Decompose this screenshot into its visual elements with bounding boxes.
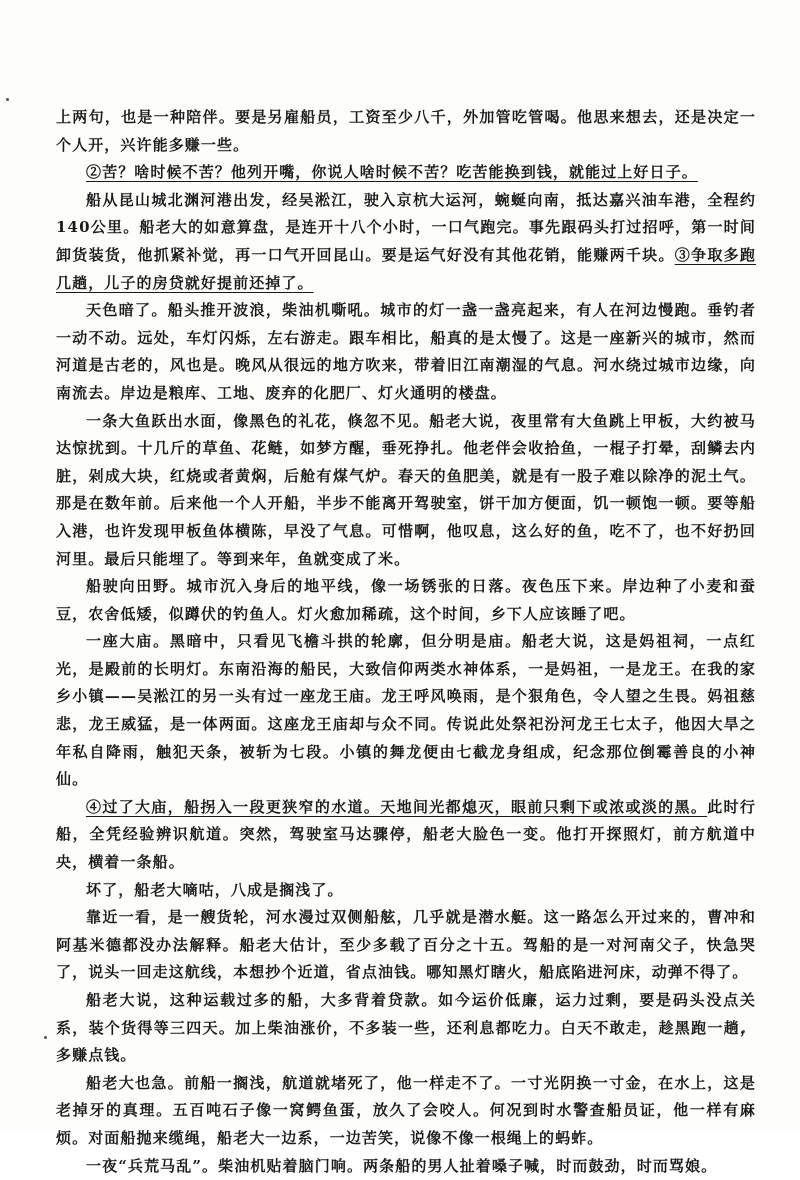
paragraph-p7 — [56, 628, 756, 794]
underlined-sentence: ④过了大庙，船拐入一段更狭窄的水道。天地间光都熄灭，眼前只剩下或浓或淡的黑。 — [86, 797, 708, 816]
text-segment: 船从昆山城北渊河港出发，经吴淞江，驶入京杭大运河，蜿蜒向南，抵达嘉兴油车港，全程约140公里。船老大的如意算盘，是连开十八个小时，一口气跑完。事先跟码头打过招呼，第一时间卸货装货，他抓紧补觉，再一口气开回昆山。要是运气好没有其他花销，能赚两千块。 — [56, 190, 756, 264]
underlined-sentence: ③争取多跑几趟，儿子的房贷就好提前还掉了。 — [56, 245, 756, 292]
text-segment: 一夜“兵荒马乱”。柴油机贴着脑门响。两条船的男人扯着嗓子喊，时而鼓劲，时而骂娘。 — [86, 1156, 718, 1175]
article-body — [56, 104, 756, 1180]
paragraph-p8 — [56, 794, 756, 877]
text-segment: 一座大庙。黑暗中，只看见飞檐斗拱的轮廓，但分明是庙。船老大说，这是妈祖祠，一点红光，是殿前的长明灯。东南沿海的船民，大致信仰两类水神体系，一是妈祖，一是龙王。在我的家乡小镇——吴淞江的另一头有过一座龙王庙。龙王呼风唤雨，是个狠角色，令人望之生畏。妈祖慈悲，龙王威猛，是一体两面。这座龙王庙却与众不同。传说此处祭祀汾河龙王七太子，他因大旱之年私自降雨，触犯天条，被斩为七段。小镇的舞龙便由七截龙身组成，纪念那位倒霉善良的小神仙。 — [56, 632, 756, 789]
paragraph-p13 — [56, 1153, 756, 1180]
scan-speck — [6, 98, 9, 101]
underlined-sentence: ②苦？啥时候不苦？他列开嘴，你说人啥时候不苦？吃苦能换到钱，就能过上好日子。 — [86, 163, 698, 182]
text-segment: 一条大鱼跃出水面，像黑色的礼花，倏忽不见。船老大说，夜里常有大鱼跳上甲板，大约被马达惊扰到。十几斤的草鱼、花鲢，如梦方醒，垂死挣扎。他老伴会收拾鱼，一棍子打晕，刮鳞去内脏，剁成大块，红烧或者黄焖，后舱有煤气炉。春天的鱼肥美，就是有一股子难以除净的泥土气。那是在数年前。后来他一个人开船，半步不能离开驾驶室，饼干加方便面，饥一顿饱一顿。要等船入港，也许发现甲板鱼体横陈，早没了气息。可惜啊，他叹息，这么好的鱼，吃不了，也不好扔回河里。最后只能埋了。等到来年，鱼就变成了米。 — [56, 411, 756, 568]
paragraph-p3 — [56, 187, 756, 297]
paragraph-p12 — [56, 1070, 756, 1153]
text-segment: 靠近一看，是一艘货轮，河水漫过双侧船舷，几乎就是潜水艇。这一路怎么开过来的，曹冲和阿基米德都没办法解释。船老大估计，至少多载了百分之十五。驾船的是一对河南父子，快急哭了，说头一回走这航线，本想抄个近道，省点油钱。哪知黑灯瞎火，船底陷进河床，动弹不得了。 — [56, 908, 756, 982]
text-segment: 天色暗了。船头推开波浪，柴油机嘶吼。城市的灯一盏一盏亮起来，有人在河边慢跑。垂钓者一动不动。远处，车灯闪烁，左右游走。跟车相比，船真的是太慢了。这是一座新兴的城市，然而河道是古老的，风也是。晚风从很远的地方吹来，带着旧江南潮湿的气息。河水绕过城市边缘，向南流去。岸边是粮库、工地、废弃的化肥厂、灯火通明的楼盘。 — [56, 301, 756, 402]
text-segment: 船老大说，这种运载过多的船，大多背着贷款。如今运价低廉，运力过剩，要是码头没点关系，装个货得等三四天。加上柴油涨价，不多装一些，还利息都吃力。白天不敢走，趁黑跑一趟，多赚点钱。 — [56, 991, 756, 1065]
text-segment: 上两句，也是一种陪伴。要是另雇船员，工资至少八千，外加管吃管喝。他思来想去，还是决定一个人开，兴许能多赚一些。 — [56, 108, 756, 154]
text-segment: 此时行船，全凭经验辨识航道。突然，驾驶室马达骤停，船老大脸色一变。他打开探照灯，前方航道中央，横着一条船。 — [56, 797, 756, 872]
paragraph-p2 — [56, 159, 756, 187]
scan-speck — [44, 1036, 47, 1039]
paragraph-p11 — [56, 987, 756, 1070]
paragraph-p9 — [56, 877, 756, 905]
paragraph-p5 — [56, 408, 756, 574]
text-segment: 船驶向田野。城市沉入身后的地平线，像一场锈张的日落。夜色压下来。岸边种了小麦和蚕豆，农舍低矮，似蹲伏的钓鱼人。灯火愈加稀疏，这个时间，乡下人应该睡了吧。 — [56, 577, 756, 623]
text-segment: 船老大也急。前船一搁浅，航道就堵死了，他一样走不了。一寸光阴换一寸金，在水上，这是老掉牙的真理。五百吨石子像一窝鳄鱼蛋，放久了会咬人。何况到时水警查船员证，他一样有麻烦。对面船抛来缆绳，船老大一边系，一边苦笑，说像不像一根绳上的蚂蚱。 — [56, 1073, 756, 1147]
paragraph-p4 — [56, 297, 756, 407]
paragraph-p10 — [56, 904, 756, 987]
text-segment: 坏了，船老大嘀咕，八成是搁浅了。 — [86, 880, 344, 899]
paragraph-p1 — [56, 104, 756, 159]
paragraph-p6 — [56, 573, 756, 628]
